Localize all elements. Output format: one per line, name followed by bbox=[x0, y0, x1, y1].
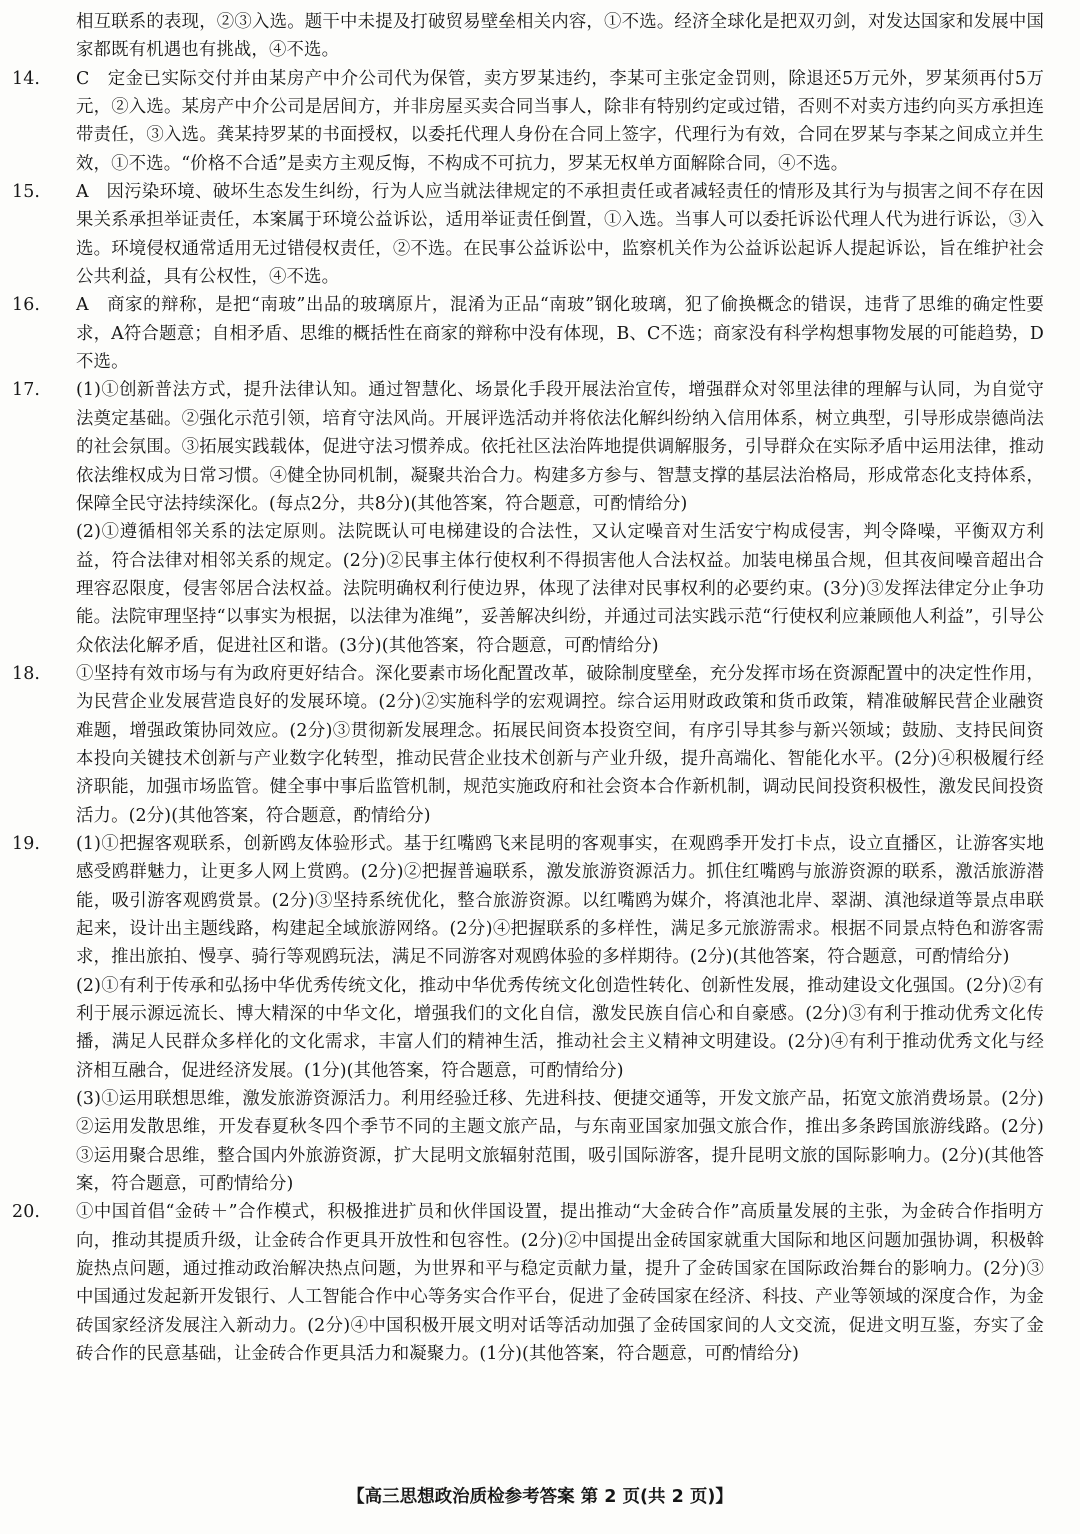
question-number: 20. bbox=[12, 1202, 41, 1223]
question-number: 18. bbox=[12, 663, 41, 684]
answer-item-19-part2 bbox=[76, 972, 1044, 1085]
question-number: 16. bbox=[12, 295, 41, 316]
answer-item-15 bbox=[12, 178, 1044, 291]
answer-item-20 bbox=[12, 1198, 1044, 1368]
answer-text: (3)①运用联想思维，激发旅游资源活力。利用经验迁移、先进科技、便捷交通等，开发文旅产品，拓宽文旅消费场景。(2分)②运用发散思维，开发春夏秋冬四个季节不同的主题文旅产品，与东南亚国家加强文旅合作，推出多条跨国旅游线路。(2分)③运用聚合思维，整合国内外旅游资源，扩大昆明文旅辐射范围，吸引国际游客，提升昆明文旅的国际影响力。(2分)(其他答案，符合题意，可酌情给分) bbox=[76, 1089, 1044, 1195]
answer-text: A 因污染环境、破坏生态发生纠纷，行为人应当就法律规定的不承担责任或者减轻责任的情形及其行为与损害之间不存在因果关系承担举证责任，本案属于环境公益诉讼，适用举证责任倒置，①入选。当事人可以委托诉讼代理人代为进行诉讼，③入选。环境侵权通常适用无过错侵权责任，②不选。在民事公益诉讼中，监察机关作为公益诉讼起诉人提起诉讼，旨在维护社会公共利益，具有公权性，④不选。 bbox=[76, 182, 1044, 288]
question-number: 17. bbox=[12, 380, 41, 401]
answer-item-17-part1 bbox=[12, 376, 1044, 518]
answer-text: A 商家的辩称，是把“南玻”出品的玻璃原片，混淆为正品“南玻”钢化玻璃，犯了偷换概念的错误，违背了思维的确定性要求，A符合题意；自相矛盾、思维的概括性在商家的辩称中没有体现，B、C不选；商家没有科学构想事物发展的可能趋势，D不选。 bbox=[76, 295, 1044, 373]
answer-text: (2)①遵循相邻关系的法定原则。法院既认可电梯建设的合法性，又认定噪音对生活安宁构成侵害，判令降噪，平衡双方利益，符合法律对相邻关系的规定。(2分)②民事主体行使权利不得损害他人合法权益。加装电梯虽合规，但其夜间噪音超出合理容忍限度，侵害邻居合法权益。法院明确权利行使边界，体现了法律对民事权利的必要约束。(3分)③发挥法律定分止争功能。法院审理坚持“以事实为根据，以法律为准绳”，妥善解决纠纷，并通过司法实践示范“行使权利应兼顾他人利益”，引导公众依法化解矛盾，促进社区和谐。(3分)(其他答案，符合题意，可酌情给分) bbox=[76, 522, 1044, 656]
question-number: 15. bbox=[12, 182, 41, 203]
answer-item-19-part3 bbox=[76, 1085, 1044, 1198]
answer-item-16 bbox=[12, 291, 1044, 376]
answer-item-19-part1 bbox=[12, 830, 1044, 972]
answer-text: ①中国首倡“金砖＋”合作模式，积极推进扩员和伙伴国设置，提出推动“大金砖合作”高质量发展的主张，为金砖合作指明方向，推动其提质升级，让金砖合作更具开放性和包容性。(2分)②中国提出金砖国家就重大国际和地区问题加强协调，积极斡旋热点问题，通过推动政治解决热点问题，为世界和平与稳定贡献力量，提升了金砖国家在国际政治舞台的影响力。(2分)③中国通过发起新开发银行、人工智能合作中心等务实合作平台，促进了金砖国家在经济、科技、产业等领域的深度合作，为金砖国家经济发展注入新动力。(2分)④中国积极开展文明对话等活动加强了金砖国家间的人文交流，促进文明互鉴，夯实了金砖合作的民意基础，让金砖合作更具活力和凝聚力。(1分)(其他答案，符合题意，可酌情给分) bbox=[76, 1202, 1044, 1365]
answer-item-14 bbox=[12, 65, 1044, 178]
answer-text: ①坚持有效市场与有为政府更好结合。深化要素市场化配置改革，破除制度壁垒，充分发挥市场在资源配置中的决定性作用，为民营企业发展营造良好的发展环境。(2分)②实施科学的宏观调控。综合运用财政政策和货币政策，精准破解民营企业融资难题，增强政策协同效应。(2分)③贯彻新发展理念。拓展民间资本投资空间，有序引导其参与新兴领域；鼓励、支持民间资本投向关键技术创新与产业数字化转型，推动民营企业技术创新与产业升级，提升高端化、智能化水平。(2分)④积极履行经济职能，加强市场监管。健全事中事后监管机制，规范实施政府和社会资本合作新机制，调动民间投资积极性，激发民间投资活力。(2分)(其他答案，符合题意，酌情给分) bbox=[76, 663, 1044, 826]
answer-text: C 定金已实际交付并由某房产中介公司代为保管，卖方罗某违约，李某可主张定金罚则，除退还5万元外，罗某须再付5万元，②入选。某房产中介公司是居间方，并非房屋买卖合同当事人，除非有特别约定或过错，否则不对卖方违约向买方承担连带责任，③入选。龚某持罗某的书面授权，以委托代理人身份在合同上签字，代理行为有效，合同在罗某与李某之间成立并生效，①不选。“价格不合适”是卖方主观反悔，不构成不可抗力，罗某无权单方面解除合同，④不选。 bbox=[76, 68, 1044, 174]
footer-title: 【高三思想政治质检参考答案 bbox=[347, 1487, 575, 1507]
page-footer bbox=[0, 1483, 1080, 1511]
question-number: 14. bbox=[12, 68, 41, 89]
question-number: 19. bbox=[12, 833, 41, 854]
answer-text: (1)①把握客观联系，创新鸥友体验形式。基于红嘴鸥飞来昆明的客观事实，在观鸥季开发打卡点，设立直播区，让游客实地感受鸥群魅力，让更多人网上赏鸥。(2分)②把握普遍联系，激发旅游资源活力。抓住红嘴鸥与旅游资源的联系，激活旅游潜能，吸引游客观鸥赏景。(2分)③坚持系统优化，整合旅游资源。以红嘴鸥为媒介，将滇池北岸、翠湖、滇池绿道等景点串联起来，设计出主题线路，构建起全域旅游网络。(2分)④把握联系的多样性，满足多元旅游需求。根据不同景点特色和游客需求，推出旅拍、慢享、骑行等观鸥玩法，满足不同游客对观鸥体验的多样期待。(2分)(其他答案，符合题意，可酌情给分) bbox=[76, 833, 1044, 968]
answer-item-18 bbox=[12, 660, 1044, 830]
answer-text: (2)①有利于传承和弘扬中华优秀传统文化，推动中华优秀传统文化创造性转化、创新性发展，推动建设文化强国。(2分)②有利于展示源远流长、博大精深的中华文化，增强我们的文化自信，激发民族自信心和自豪感。(2分)③有利于推动优秀文化传播，满足人民群众多样化的文化需求，丰富人们的精神生活，推动社会主义精神文明建设。(2分)④有利于推动优秀文化与经济相互融合，促进经济发展。(1分)(其他答案，符合题意，可酌情给分) bbox=[76, 975, 1044, 1081]
answer-text: (1)①创新普法方式，提升法律认知。通过智慧化、场景化手段开展法治宣传，增强群众对邻里法律的理解与认同，为自觉守法奠定基础。②强化示范引领，培育守法风尚。开展评选活动并将依法化解纠纷纳入信用体系，树立典型，引导形成崇德尚法的社会氛围。③拓展实践载体，促进守法习惯养成。依托社区法治阵地提供调解服务，引导群众在实际矛盾中运用法律，推动依法维权成为日常习惯。④健全协同机制，凝聚共治合力。构建多方参与、智慧支撑的基层法治格局，形成常态化支持体系，保障全民守法持续深化。(每点2分，共8分)(其他答案，符合题意，可酌情给分) bbox=[76, 380, 1044, 514]
answer-item-17-part2 bbox=[76, 518, 1044, 660]
footer-page-number: 第 2 页(共 2 页)】 bbox=[580, 1487, 733, 1507]
intro-paragraph: 相互联系的表现，②③入选。题干中未提及打破贸易壁垒相关内容，①不选。经济全球化是把双刃剑，对发达国家和发展中国家都既有机遇也有挑战，④不选。 bbox=[76, 12, 1044, 61]
answer-content bbox=[12, 8, 1044, 1369]
